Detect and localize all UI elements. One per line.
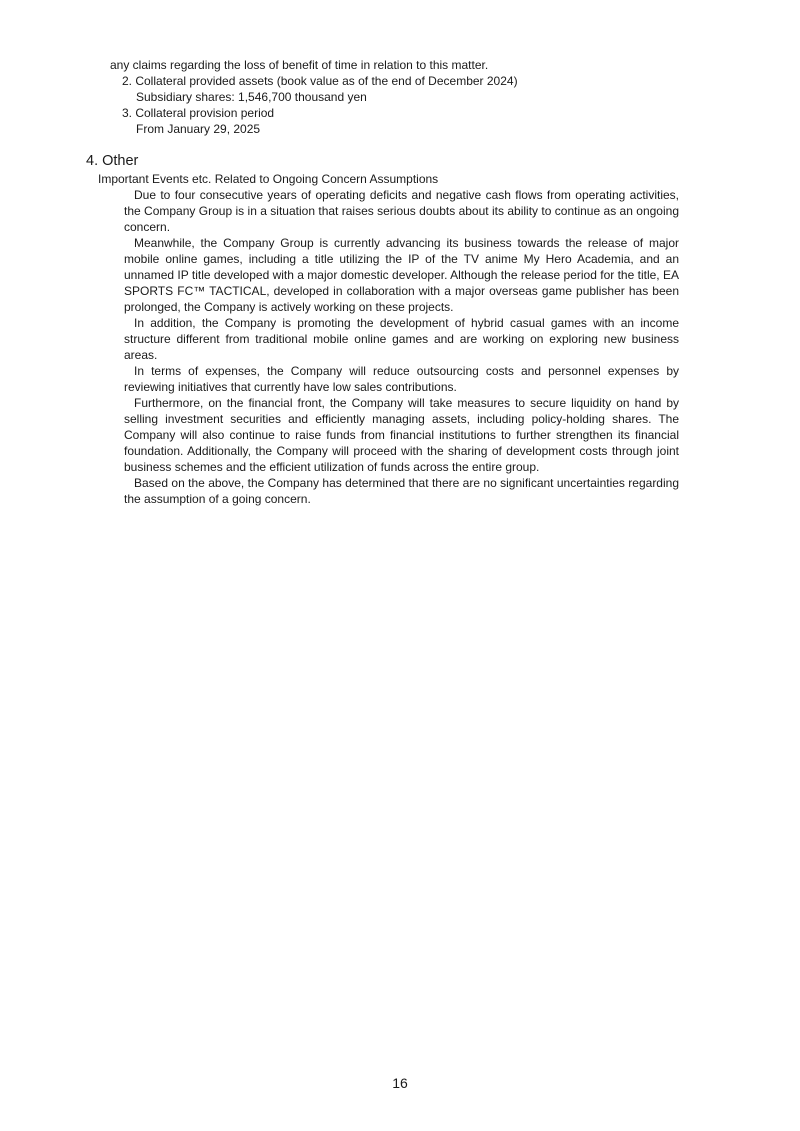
- page-number: 16: [392, 1075, 408, 1091]
- paragraph: In addition, the Company is promoting the development of hybrid casual games with an income structure different from traditional mobile online games and are working on exploring new business areas.: [124, 316, 679, 362]
- section-subheading: Important Events etc. Related to Ongoing Concern Assumptions: [98, 172, 439, 186]
- collateral-period-detail: From January 29, 2025: [136, 122, 261, 136]
- paragraph: Furthermore, on the financial front, the Company will take measures to secure liquidity on hand by selling investment securities and efficiently managing assets, including policy-holding shares. The Company will also continue to raise funds from financial institutions to further strengthen its financial foundation. Additionally, the Company will proceed with the sharing of development costs through joint business schemes and the efficient utilization of funds across the entire group.: [124, 396, 679, 474]
- paragraph: Based on the above, the Company has determined that there are no significant uncertainties regarding the assumption of a going concern.: [124, 476, 679, 506]
- paragraph: Due to four consecutive years of operating deficits and negative cash flows from operating activities, the Company Group is in a situation that raises serious doubts about its ability to continue as an ongoing concern.: [124, 188, 679, 234]
- collateral-period-item: 3. Collateral provision period: [122, 106, 275, 120]
- collateral-assets-detail: Subsidiary shares: 1,546,700 thousand yen: [136, 90, 367, 104]
- going-concern-body: [124, 187, 679, 507]
- collateral-assets-item: 2. Collateral provided assets (book value as of the end of December 2024): [122, 74, 518, 88]
- continuation-line: any claims regarding the loss of benefit of time in relation to this matter.: [110, 58, 489, 72]
- paragraph: Meanwhile, the Company Group is currently advancing its business towards the release of major mobile online games, including a title utilizing the IP of the TV anime My Hero Academia, and an unnamed IP title developed with a major domestic developer. Although the release period for the title, EA SPORTS FC™ TACTICAL, developed in collaboration with a major overseas game publisher has been prolonged, the Company is actively working on these projects.: [124, 236, 679, 314]
- paragraph: In terms of expenses, the Company will reduce outsourcing costs and personnel expenses by reviewing initiatives that currently have low sales contributions.: [124, 364, 679, 394]
- section-heading: 4. Other: [86, 153, 139, 169]
